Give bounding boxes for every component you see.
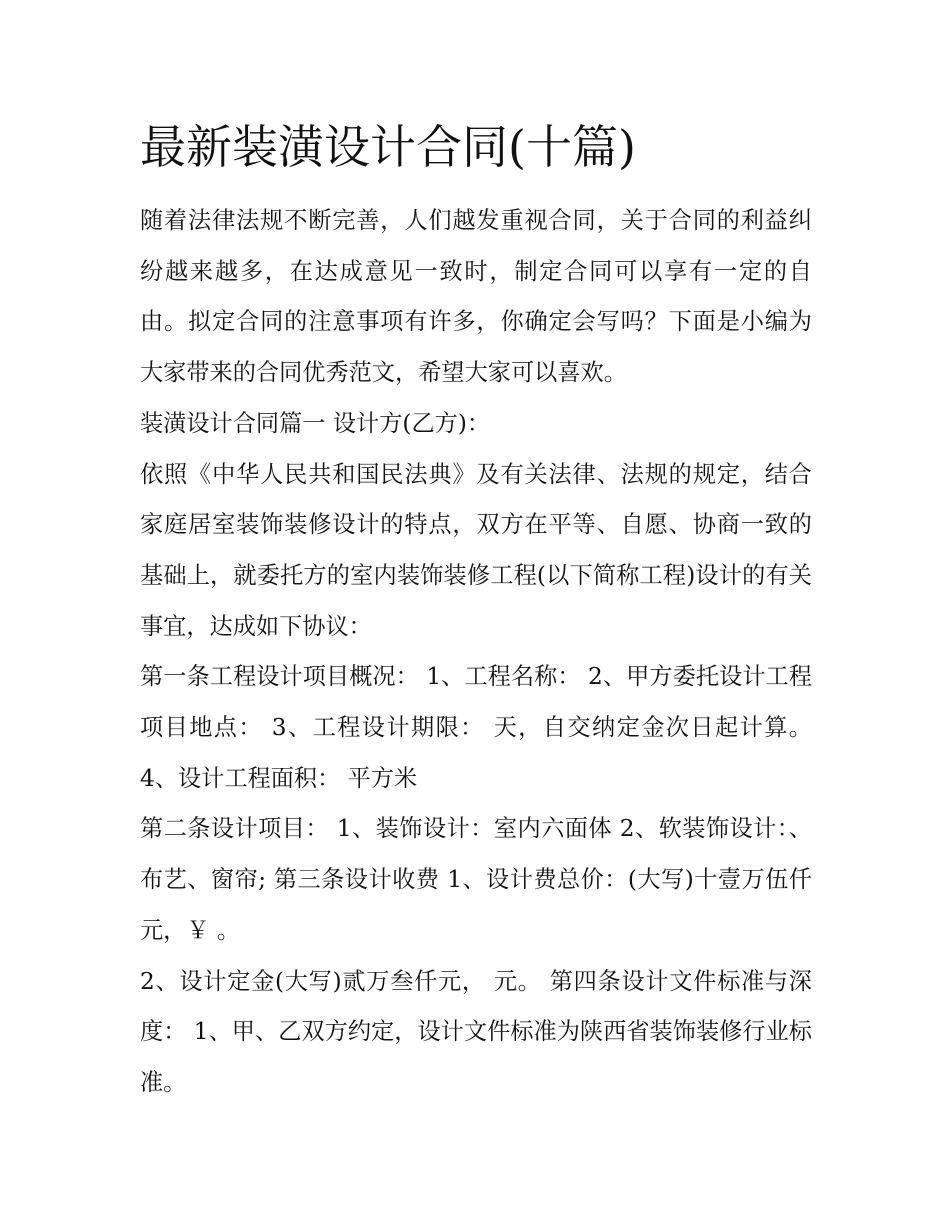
paragraph-article-4: 2、设计定金(大写)贰万叁仟元， 元。 第四条设计文件标准与深度： 1、甲、乙双方约定，设计文件标准为陕西省装饰装修行业标准。: [140, 967, 812, 1096]
paragraph-article-1: 第一条工程设计项目概况： 1、工程名称： 2、甲方委托设计工程项目地点： 3、工程设计期限： 天，自交纳定金次日起计算。 4、设计工程面积： 平方米: [140, 663, 812, 792]
paragraph-intro: 随着法律法规不断完善，人们越发重视合同，关于合同的利益纠纷越来越多，在达成意见一致时，制定合同可以享有一定的自由。拟定合同的注意事项有许多，你确定会写吗？下面是小编为大家带来的合同优秀范文，希望大家可以喜欢。: [140, 207, 812, 387]
document-body: [140, 112, 812, 1109]
paragraph-contract-heading: 装潢设计合同篇一 设计方(乙方)：: [140, 409, 491, 437]
document-title: 最新装潢设计合同(十篇): [140, 120, 636, 174]
paragraph-article-2-3: 第二条设计项目： 1、装饰设计：室内六面体 2、软装饰设计：、布艺、窗帘; 第三条设计收费 1、设计费总价：(大写)十壹万伍仟元，￥ 。: [140, 815, 812, 944]
paragraph-legal-basis: 依照《中华人民共和国民法典》及有关法律、法规的规定，结合家庭居室装饰装修设计的特点，双方在平等、自愿、协商一致的基础上，就委托方的室内装饰装修工程(以下简称工程)设计的有关事宜，达成如下协议：: [140, 460, 812, 640]
